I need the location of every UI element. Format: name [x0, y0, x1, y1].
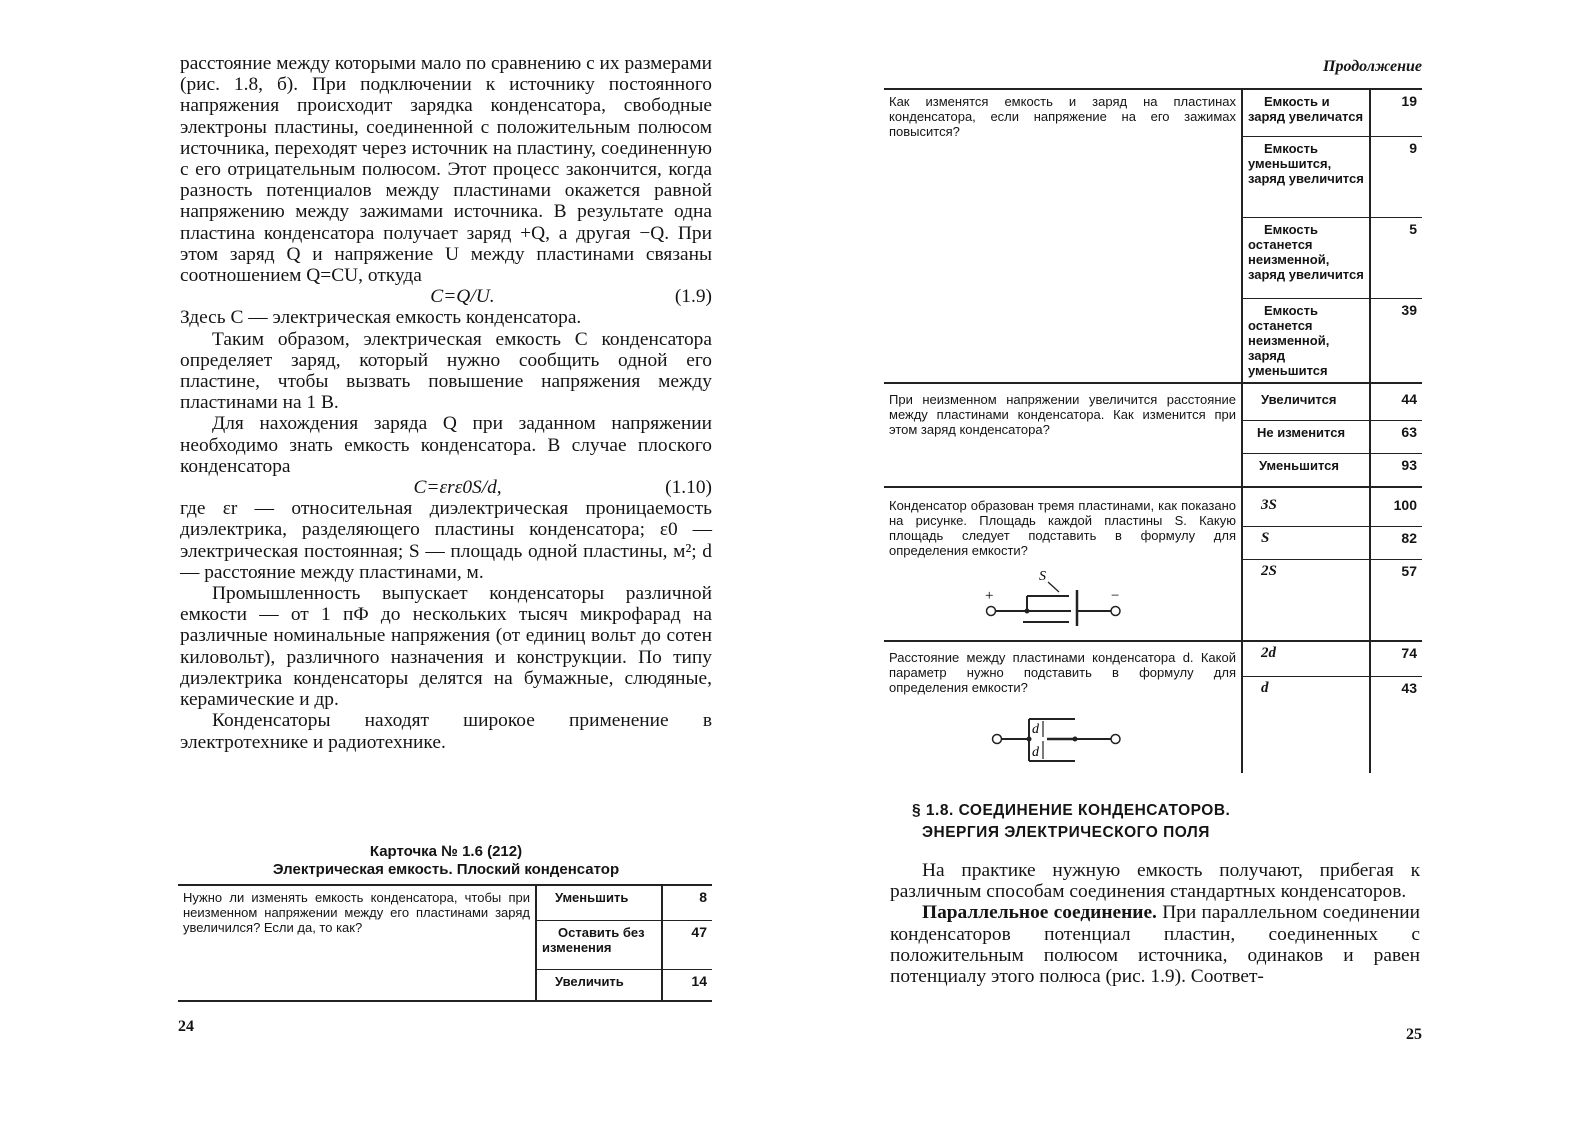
answer-code: 100 [1370, 487, 1422, 527]
question-cell: Как изменятся емкость и заряд на пластинах конденсатора, если напряжение на его зажимах повысится? [884, 89, 1242, 383]
label-plus: + [985, 588, 994, 604]
continuation-label: Продолжение [1323, 58, 1422, 75]
three-plate-capacitor-figure [981, 566, 1141, 628]
answer-cell: d [1242, 676, 1370, 773]
answer-cell: Емкость уменьшится, заряд увеличится [1242, 137, 1370, 218]
page-number: 24 [178, 1018, 194, 1035]
paragraph: Промышленность выпускает конденсаторы различной емкости — от 1 пФ до нескольких тысяч микрофарад на различные номинальные напряжения (от единиц вольт до сотен киловольт), различного назначения и конструкции. По типу диэлектрика конденсаторы делятся на бумажные, слюдяные, керамические и др. [180, 583, 712, 711]
paragraph: где εr — относительная диэлектрическая проницаемость диэлектрика, разделяющего пластины конденсатора; ε0 — электрическая постоянная; S — площадь одной пластины, м²; d — расстояние между пластинами, м. [180, 498, 712, 583]
answer-code: 63 [1370, 421, 1422, 454]
answer-cell: 2S [1242, 560, 1370, 642]
answer-cell: S [1242, 527, 1370, 560]
main-text-right [890, 860, 1420, 987]
question-cell: При неизменном напряжении увеличится расстояние между пластинами конденсатора. Как изменится при этом заряд конденсатора? [884, 383, 1242, 487]
answer-code: 9 [1370, 137, 1422, 218]
answer-cell: Емкость останется неизменной, заряд увеличится [1242, 218, 1370, 299]
answer-code: 39 [1370, 299, 1422, 384]
section-title-line1: § 1.8. СОЕДИНЕНИЕ КОНДЕНСАТОРОВ. [912, 802, 1231, 819]
right-page [792, 0, 1584, 1132]
section-heading [912, 800, 1452, 844]
answer-cell: Оставить без изменения [536, 921, 662, 970]
question-cell [884, 487, 1242, 641]
paragraph: Для нахождения заряда Q при заданном напряжении необходимо знать емкость конденсатора. В случае плоского конденсатора [180, 413, 712, 477]
answer-code: 74 [1370, 641, 1422, 676]
paragraph: Таким образом, электрическая емкость C конденсатора определяет заряд, который нужно сообщить одной его пластине, чтобы вызвать повышение напряжения между пластинами на 1 В. [180, 328, 712, 414]
answer-cell: Уменьшить [536, 885, 662, 921]
paragraph [890, 902, 1420, 987]
label-minus: − [1111, 588, 1120, 604]
question-text: Конденсатор образован тремя пластинами, как показано на рисунке. Площадь каждой пластины S. Какую площадь следует подставить в формулу для определения емкости? [889, 498, 1236, 558]
question-text: Расстояние между пластинами конденсатора d. Какой параметр нужно подставить в формулу для определения емкости? [889, 650, 1236, 695]
answer-code: 43 [1401, 679, 1417, 696]
section-title-line2: ЭНЕРГИЯ ЭЛЕКТРИЧЕСКОГО ПОЛЯ [922, 824, 1210, 841]
answer-cell: Емкость и заряд увеличатся [1242, 89, 1370, 137]
answer-cell: Увеличить [536, 970, 662, 1002]
formula-1-10 [180, 477, 712, 498]
paragraph-rest: При параллельном соединении конденсаторов потенциал пластин, соединенных с положительным полюсом источника, одинаков и равен потенциалу этого полюса (рис. 1.9). Соответ- [890, 902, 1420, 988]
plate-distance-figure [989, 709, 1149, 769]
answer-code: 93 [1370, 454, 1422, 488]
answer-cell: Не изменится [1242, 421, 1370, 454]
formula-number: (1.10) [665, 477, 712, 499]
paragraph: На практике нужную емкость получают, прибегая к различным способам соединения стандартных конденсаторов. [890, 860, 1420, 903]
main-text-left [180, 53, 712, 753]
label-d-top: d [1032, 722, 1039, 737]
label-d-bottom: d [1032, 745, 1039, 760]
question-cell [884, 641, 1242, 773]
card-subtitle: Электрическая емкость. Плоский конденсатор [272, 861, 620, 878]
answer-code: 5 [1370, 218, 1422, 299]
answer-code: 47 [662, 921, 712, 970]
paragraph: Конденсаторы находят широкое применение в электротехнике и радиотехнике. [180, 710, 712, 753]
page-number: 25 [1406, 1026, 1422, 1043]
card-title: Карточка № 1.6 (212) [369, 843, 523, 860]
paragraph: Здесь C — электрическая емкость конденсатора. [180, 307, 582, 329]
answer-cell: Увеличится [1242, 383, 1370, 421]
formula-expression: C=Q/U. [430, 286, 495, 308]
answer-cell: 3S [1242, 487, 1370, 527]
answer-code: 19 [1370, 89, 1422, 137]
answer-cell: 2d [1242, 641, 1370, 676]
label-s: S [1039, 569, 1046, 584]
bold-term: Параллельное соединение. [922, 902, 1157, 924]
paragraph: расстояние между которыми мало по сравнению с их размерами (рис. 1.8, б). При подключении к источнику постоянного напряжения происходит зарядка конденсатора, свободные электроны пластины, соединенной с положительным полюсом источника, переходят через источник на пластину, соединенную с его отрицательным полюсом. Этот процесс закончится, когда разность потенциалов между пластинами окажется равной напряжению между зажимами источника. В результате одна пластина конденсатора получает заряд +Q, а другая −Q. При этом заряд Q и напряжение U между пластинами связаны соотношением Q=CU, откуда [180, 53, 712, 287]
formula-1-9 [180, 286, 712, 307]
card-header [180, 843, 712, 879]
question-cell: Нужно ли изменять емкость конденсатора, чтобы при неизменном напряжении между его пластинами заряд увеличился? Если да, то как? [178, 885, 536, 1001]
answer-code: 82 [1370, 527, 1422, 560]
answer-cell: Емкость останется неизменной, заряд уменьшится [1242, 299, 1370, 384]
answer-code: 8 [662, 885, 712, 921]
card-table-left [178, 884, 712, 1002]
answer-code: 44 [1370, 383, 1422, 421]
formula-expression: C=εrε0S/d, [413, 477, 502, 499]
card-table-right [884, 88, 1422, 773]
answer-cell: Уменьшится [1242, 454, 1370, 488]
answer-code: 57 [1370, 560, 1422, 642]
answer-code: 14 [662, 970, 712, 1002]
formula-number: (1.9) [674, 286, 712, 308]
